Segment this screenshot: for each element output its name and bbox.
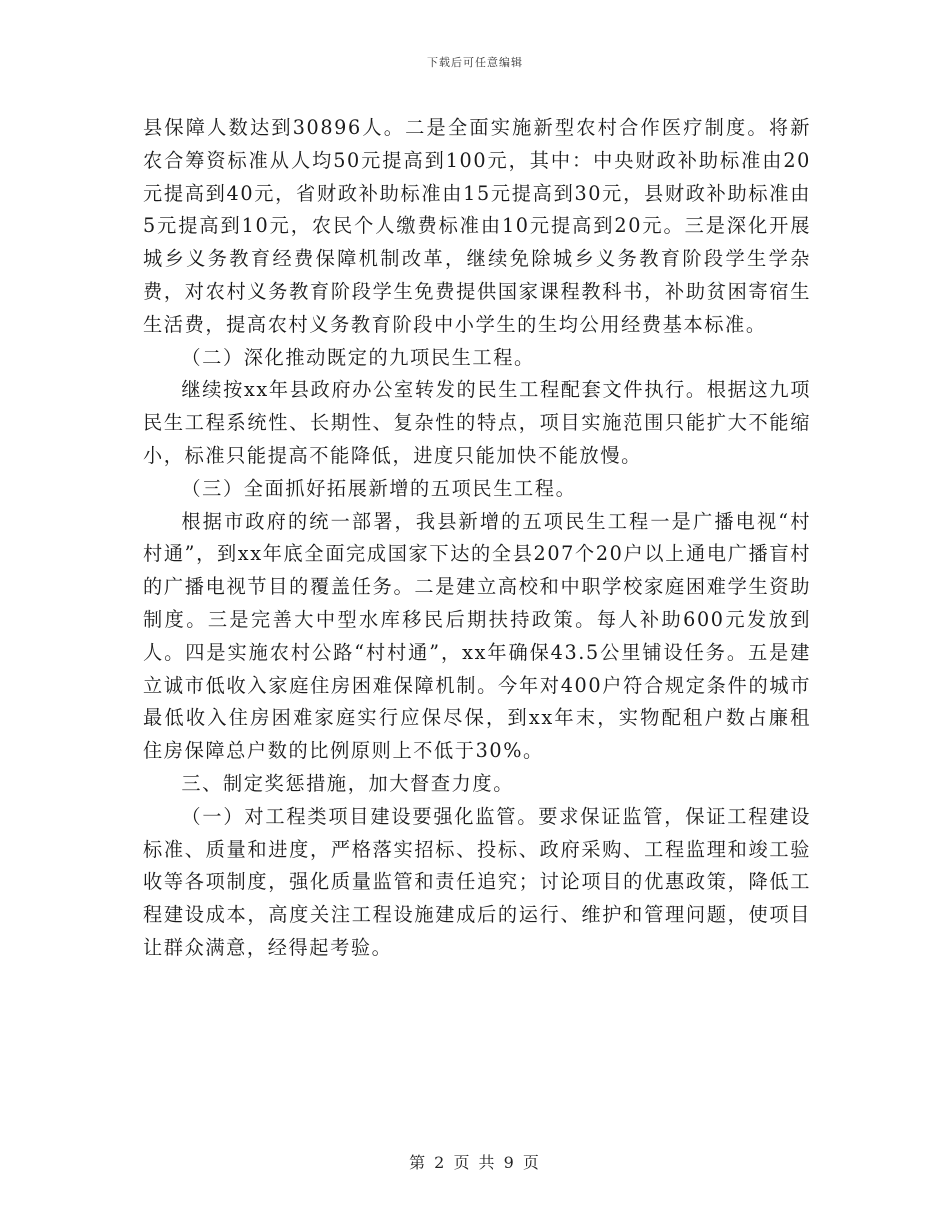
paragraph-3: 继续按xx年县政府办公室转发的民生工程配套文件执行。根据这九项民生工程系统性、长期性、复杂性的特点，项目实施范围只能扩大不能缩小，标准只能提高不能降低，进度只能加快不能放慢。 bbox=[143, 378, 811, 467]
paragraph-4: （三）全面抓好拓展新增的五项民生工程。 bbox=[181, 476, 577, 500]
paragraph-5: 根据市政府的统一部署，我县新增的五项民生工程一是广播电视“村村通”，到xx年底全面完成国家下达的全县207个20户以上通电广播盲村的广播电视节目的覆盖任务。二是建立高校和中职学校家庭困难学生资助制度。三是完善大中型水库移民后期扶持政策。每人补助600元发放到人。四是实施农村公路“村村通”，xx年确保43.5公里铺设任务。五是建立诚市低收入家庭住房困难保障机制。今年对400户符合规定条件的城市最低收入住房困难家庭实行应保尽保，到xx年末，实物配租户数占廉租住房保障总户数的比例原则上不低于30%。 bbox=[143, 509, 811, 763]
header-note: 下载后可任意编辑 bbox=[427, 56, 523, 69]
paragraph-6: 三、制定奖惩措施，加大督查力度。 bbox=[181, 771, 514, 795]
body-text bbox=[143, 112, 811, 965]
paragraph-1: 县保障人数达到30896人。二是全面实施新型农村合作医疗制度。将新农合筹资标准从人均50元提高到100元，其中：中央财政补助标准由20元提高到40元，省财政补助标准由15元提高到30元，县财政补助标准由5元提高到10元，农民个人缴费标准由10元提高到20元。三是深化开展城乡义务教育经费保障机制改革，继续免除城乡义务教育阶段学生学杂费，对农村义务教育阶段学生免费提供国家课程教科书，补助贫困寄宿生生活费，提高农村义务教育阶段中小学生的生均公用经费基本标准。 bbox=[143, 116, 811, 336]
paragraph-7: （一）对工程类项目建设要强化监管。要求保证监管，保证工程建设标准、质量和进度，严格落实招标、投标、政府采购、工程监理和竣工验收等各项制度，强化质量监管和责任追究；讨论项目的优惠政策，降低工程建设成本，高度关注工程设施建成后的运行、维护和管理问题，使项目让群众满意，经得起考验。 bbox=[143, 804, 811, 959]
page-number: 第 2 页 共 9 页 bbox=[409, 1153, 541, 1172]
paragraph-2: （二）深化推动既定的九项民生工程。 bbox=[181, 345, 535, 369]
